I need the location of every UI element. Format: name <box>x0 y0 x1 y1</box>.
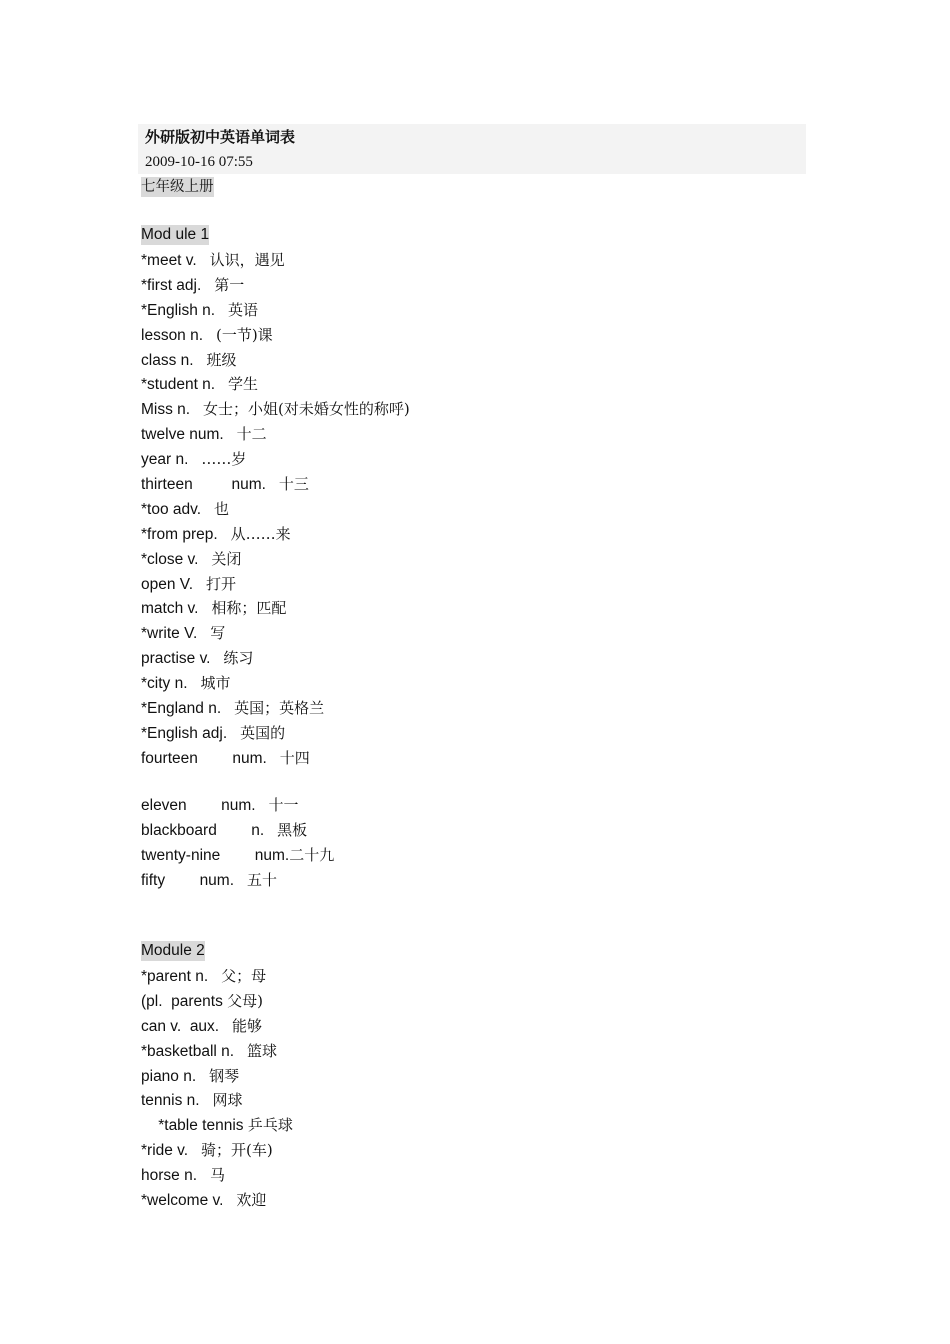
word-english: twelve num. <box>141 426 224 444</box>
word-entry <box>141 648 410 673</box>
word-gap <box>219 1018 232 1035</box>
word-english: *close v. <box>141 550 199 568</box>
word-english: twenty-nine num. <box>141 846 290 864</box>
word-gap <box>201 277 214 294</box>
word-english: lesson n. <box>141 326 204 344</box>
word-gap <box>267 750 280 767</box>
word-chinese: 篮球 <box>246 1041 277 1060</box>
word-english: *meet v. <box>141 252 197 269</box>
module-1-extra-word-list <box>141 795 334 895</box>
word-gap <box>201 501 214 518</box>
word-entry <box>141 250 410 275</box>
word-english: practise v. <box>141 650 211 668</box>
word-entry <box>141 1041 293 1066</box>
word-chinese: 认识，遇见 <box>209 251 285 269</box>
word-chinese: 班级 <box>206 350 237 369</box>
word-chinese: 城市 <box>200 674 231 693</box>
word-gap <box>224 426 237 443</box>
word-chinese: 练习 <box>223 649 254 668</box>
word-gap <box>203 327 216 344</box>
word-chinese: 十一 <box>268 796 299 814</box>
word-english: class n. <box>141 351 194 369</box>
word-chinese: 也 <box>213 499 229 518</box>
word-gap <box>188 1142 201 1159</box>
word-entry <box>141 795 334 820</box>
word-entry <box>141 1016 293 1041</box>
word-gap <box>266 476 279 493</box>
word-entry <box>141 1165 293 1190</box>
word-chinese: 父；母 <box>221 967 267 985</box>
word-english: Miss n. <box>141 401 191 419</box>
word-gap <box>188 675 201 692</box>
word-gap <box>215 376 228 393</box>
word-chinese: 十四 <box>279 748 310 767</box>
word-gap <box>194 352 207 369</box>
word-english: can v. aux. <box>141 1017 220 1035</box>
word-gap <box>256 797 269 814</box>
word-entry <box>141 1066 293 1091</box>
word-entry <box>141 449 410 474</box>
word-english: open V. <box>141 575 194 593</box>
word-chinese: 父母) <box>227 991 264 1010</box>
word-entry <box>141 598 410 623</box>
module-2-heading: Module 2 <box>141 942 205 959</box>
word-gap <box>198 551 211 568</box>
word-entry <box>141 870 334 895</box>
word-chinese: 欢迎 <box>236 1191 267 1210</box>
word-chinese: 五十 <box>246 870 277 889</box>
word-chinese: 黑板 <box>277 820 308 839</box>
word-chinese: 钢琴 <box>209 1066 240 1085</box>
word-chinese: 二十九 <box>289 845 335 864</box>
word-entry <box>141 399 410 424</box>
word-english: *too adv. <box>141 500 202 518</box>
word-chinese: 能够 <box>232 1016 263 1035</box>
word-gap <box>197 625 210 642</box>
word-chinese: 相称；匹配 <box>211 599 287 618</box>
word-english: *first adj. <box>141 276 202 294</box>
word-entry <box>141 966 293 991</box>
word-entry <box>141 325 410 350</box>
word-english: (pl. parents <box>141 992 223 1010</box>
word-chinese: ……岁 <box>201 450 247 469</box>
word-english: *city n. <box>141 675 188 693</box>
word-chinese: 女士；小姐(对未婚女性的称呼) <box>203 400 410 419</box>
module-1-heading: Mod ule 1 <box>141 226 210 243</box>
word-chinese: 网球 <box>212 1091 243 1110</box>
grade-heading: 七年级上册 <box>141 179 214 195</box>
word-gap <box>221 700 234 717</box>
word-english: *English adj. <box>141 724 228 742</box>
module-1-word-list <box>141 250 410 773</box>
word-entry <box>141 524 410 549</box>
word-english: *student n. <box>141 376 216 394</box>
word-english: *ride v. <box>141 1142 189 1160</box>
word-chinese: 十三 <box>278 475 309 494</box>
word-entry <box>141 698 410 723</box>
module-2-word-list <box>141 966 293 1215</box>
word-english: *English n. <box>141 301 216 319</box>
word-english: *welcome v. <box>141 1192 224 1210</box>
word-chinese: 骑；开(车) <box>201 1141 273 1160</box>
word-entry <box>141 374 410 399</box>
word-gap <box>223 1192 236 1209</box>
word-gap <box>196 1068 209 1085</box>
word-english: *from prep. <box>141 525 218 543</box>
word-entry <box>141 673 410 698</box>
word-english: *basketball n. <box>141 1042 235 1060</box>
word-english: piano n. <box>141 1067 197 1085</box>
word-gap <box>215 302 228 319</box>
word-entry <box>141 275 410 300</box>
word-entry <box>141 820 334 845</box>
word-gap <box>197 252 210 269</box>
word-chinese: 英语 <box>228 300 259 319</box>
word-chinese: 写 <box>210 624 226 643</box>
word-chinese: 英国；英格兰 <box>234 699 325 718</box>
word-gap <box>234 872 247 889</box>
word-english: eleven num. <box>141 797 256 814</box>
word-gap <box>208 968 221 985</box>
word-english: fourteen num. <box>141 749 267 767</box>
word-gap <box>188 451 201 468</box>
word-gap <box>264 822 277 839</box>
document-title: 外研版初中英语单词表 <box>145 128 296 146</box>
word-chinese: 英国的 <box>240 723 286 742</box>
word-english: *parent n. <box>141 968 209 985</box>
word-entry <box>141 1140 293 1165</box>
word-chinese: 学生 <box>228 375 259 394</box>
word-chinese: 从……来 <box>230 524 291 543</box>
word-entry <box>141 1090 293 1115</box>
word-chinese: 乒乓球 <box>247 1116 293 1135</box>
word-gap <box>218 526 231 543</box>
word-english: horse n. <box>141 1167 198 1185</box>
word-entry <box>141 499 410 524</box>
word-english: *table tennis <box>141 1117 244 1135</box>
word-entry <box>141 845 334 870</box>
word-gap <box>193 576 206 593</box>
word-english: year n. <box>141 451 189 469</box>
word-english: thirteen num. <box>141 476 266 494</box>
word-entry <box>141 574 410 599</box>
word-gap <box>234 1043 247 1060</box>
word-english: tennis n. <box>141 1092 200 1110</box>
word-chinese: 十二 <box>236 425 267 444</box>
word-gap <box>211 650 224 667</box>
word-english: *England n. <box>141 700 222 718</box>
word-entry <box>141 1190 293 1215</box>
word-english: fifty num. <box>141 871 235 889</box>
word-chinese: 关闭 <box>211 549 242 568</box>
word-entry <box>141 1115 293 1140</box>
word-chinese: 第一 <box>214 275 245 294</box>
word-chinese: 马 <box>209 1166 225 1185</box>
word-gap <box>197 1167 210 1184</box>
word-entry <box>141 991 293 1016</box>
word-entry <box>141 723 410 748</box>
word-entry <box>141 748 410 773</box>
word-entry <box>141 474 410 499</box>
word-entry <box>141 424 410 449</box>
word-entry <box>141 623 410 648</box>
word-english: match v. <box>141 600 199 618</box>
word-english: blackboard n. <box>141 821 265 839</box>
word-gap <box>190 401 203 418</box>
word-gap <box>227 725 240 742</box>
word-english: *write V. <box>141 625 198 643</box>
word-chinese: 打开 <box>205 574 236 593</box>
word-entry <box>141 549 410 574</box>
word-chinese: (一节)课 <box>215 325 273 344</box>
word-entry <box>141 350 410 375</box>
document-date: 2009-10-16 07:55 <box>145 154 253 170</box>
word-gap <box>198 600 211 617</box>
word-entry <box>141 300 410 325</box>
word-gap <box>200 1092 213 1109</box>
